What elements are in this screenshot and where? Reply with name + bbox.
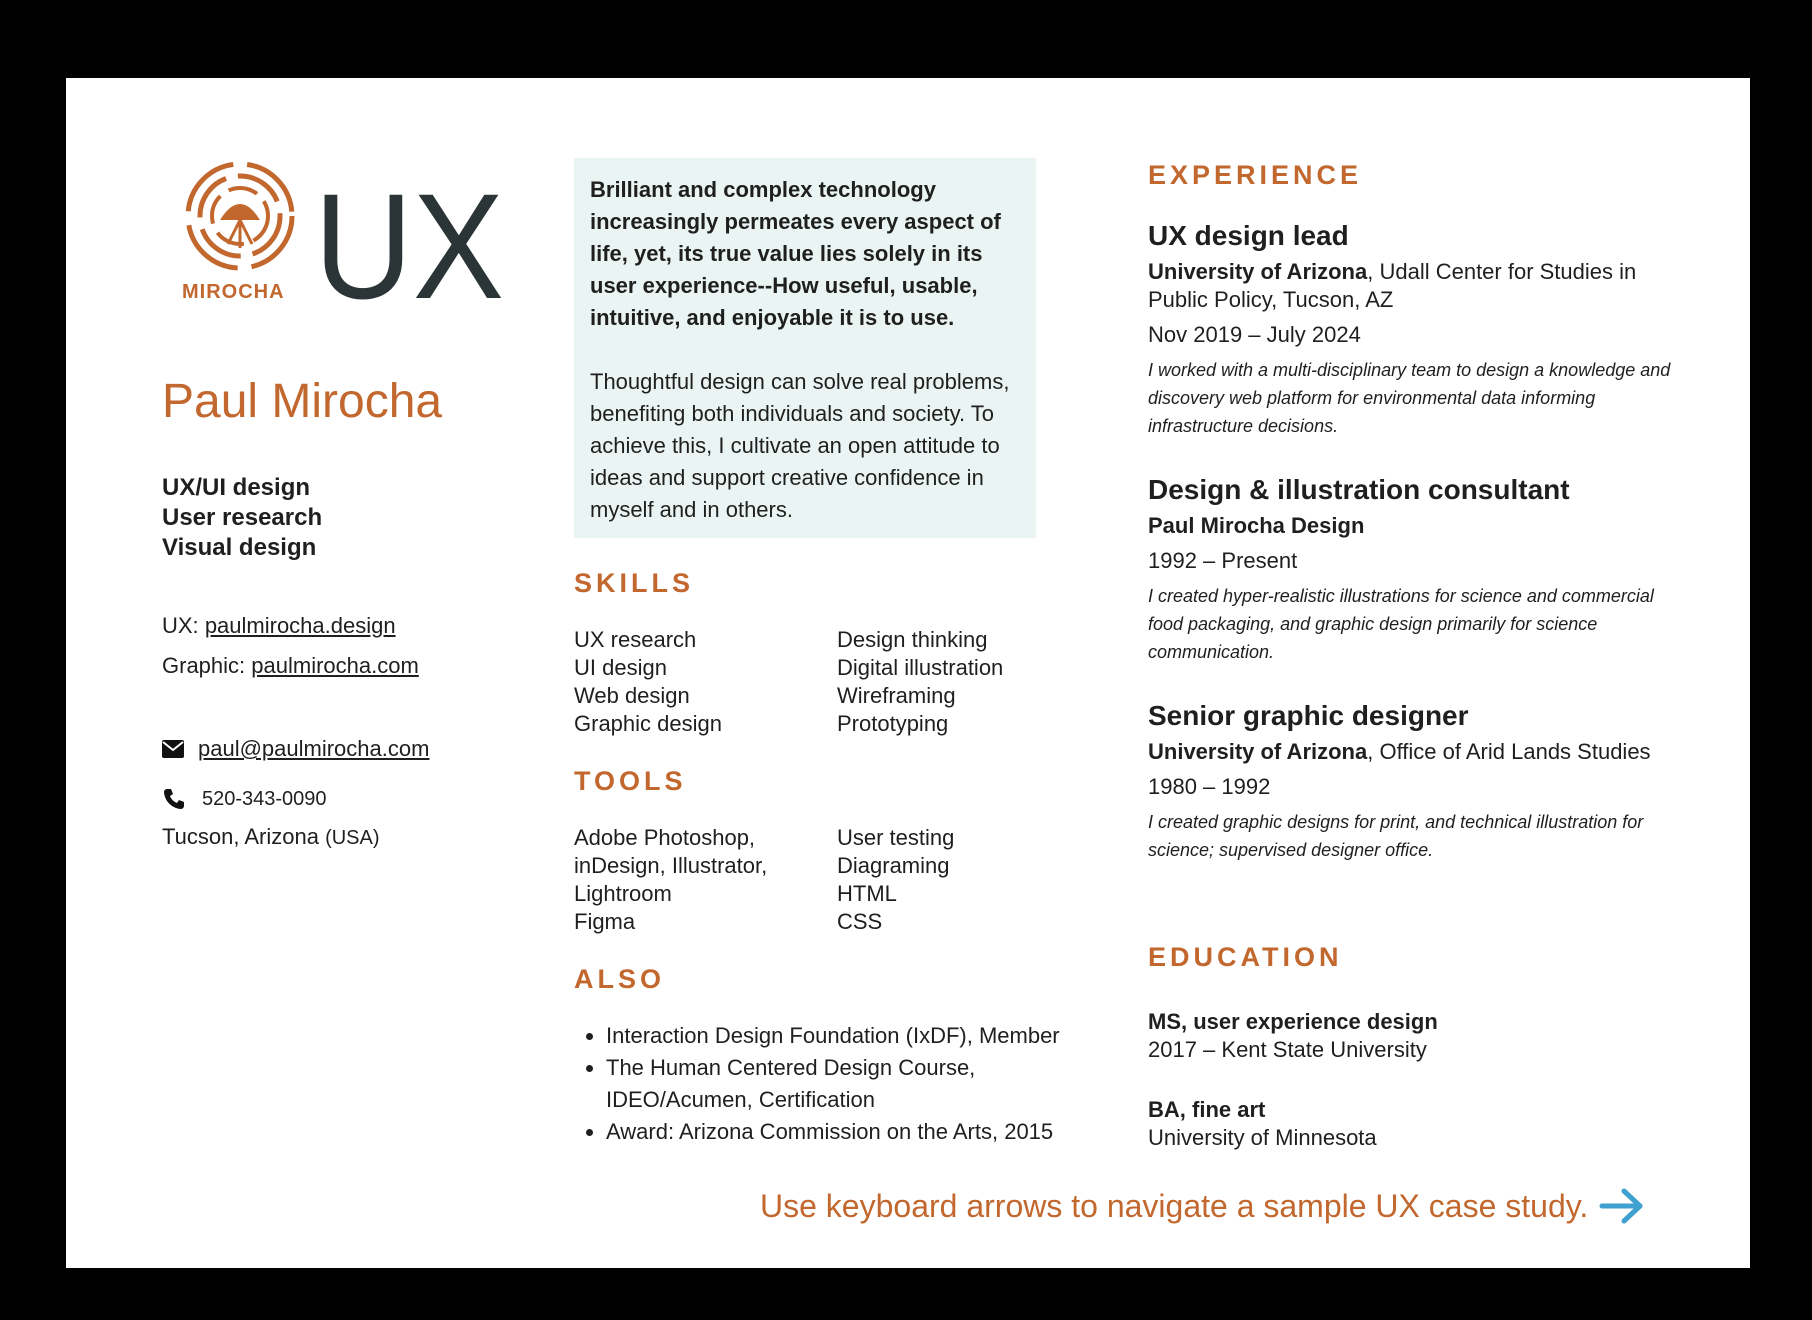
summary-body: Thoughtful design can solve real problems, benefiting both individuals and society. To achieve this, I cultivate an open attitude to ideas and support creative confidence in myself and in others. [590, 369, 1010, 522]
navigation-hint [760, 1186, 1646, 1226]
education-entry [1148, 1008, 1438, 1064]
job-organization: University of Arizona, Office of Arid Lands Studies [1148, 739, 1651, 764]
summary-statement: Brilliant and complex technology increasingly permeates every aspect of life, yet, its true value lies solely in its user experience--How useful, usable, intuitive, and enjoyable it is to use. [590, 177, 1001, 330]
job-title: Design & illustration consultant [1148, 474, 1570, 505]
logo-wordmark: MIROCHA [182, 281, 285, 303]
tool-item: Lightroom [574, 881, 672, 906]
education-degree: BA, fine art [1148, 1097, 1266, 1122]
skills-heading: SKILLS [574, 568, 695, 598]
graphic-link-label: Graphic: [162, 653, 246, 678]
also-item: • Award: Arizona Commission on the Arts, 2015 [606, 1116, 1146, 1148]
education-heading: EDUCATION [1148, 942, 1343, 972]
skills-grid [574, 626, 1097, 738]
tool-item: Adobe Photoshop, [574, 825, 756, 850]
email-row [162, 724, 429, 774]
job-organization: University of Arizona, Udall Center for Studies in Public Policy, Tucson, AZ [1148, 259, 1637, 312]
skill-item: UI design [574, 655, 667, 680]
skill-item: Prototyping [837, 711, 949, 736]
tool-item: CSS [837, 909, 883, 934]
ux-link-row [162, 606, 419, 646]
job-entry [1148, 700, 1688, 864]
education-detail: 2017 – Kent State University [1148, 1037, 1427, 1062]
also-item: • Interaction Design Foundation (IxDF), Member [606, 1020, 1146, 1052]
location [162, 824, 380, 850]
also-list [574, 1020, 1146, 1148]
ux-portfolio-link[interactable]: paulmirocha.design [204, 613, 396, 638]
specialty-item: UX/UI design [162, 474, 311, 501]
skill-item: Design thinking [837, 627, 988, 652]
resume-page [66, 78, 1750, 1268]
location-country: (USA) [325, 827, 380, 849]
navigation-hint-text: Use keyboard arrows to navigate a sample UX case study. [760, 1187, 1589, 1224]
skill-item: Wireframing [837, 683, 956, 708]
skill-item: Web design [574, 683, 690, 708]
specialties-list [162, 473, 322, 563]
tool-item: Figma [574, 909, 636, 934]
summary-box [574, 158, 1036, 538]
education-entry [1148, 1096, 1377, 1152]
spiral-logo-icon [188, 164, 292, 268]
contact-info [162, 724, 429, 824]
location-city: Tucson, Arizona [162, 824, 319, 849]
tools-heading: TOOLS [574, 766, 687, 796]
experience-heading: EXPERIENCE [1148, 160, 1363, 190]
also-item: • The Human Centered Design Course, IDEO/Acumen, Certification [606, 1052, 1006, 1116]
job-description: I created hyper-realistic illustrations for science and commercial food packaging, and graphic design primarily for science communication. [1148, 586, 1654, 662]
logo-ux-mark: UX [314, 162, 504, 308]
job-description: I worked with a multi-disciplinary team to design a knowledge and discovery web platform for environmental data informing infrastructure decisions. [1148, 360, 1671, 436]
tool-item: Diagraming [837, 853, 950, 878]
job-dates: 1992 – Present [1148, 548, 1298, 573]
tools-grid [574, 824, 1097, 936]
phone-icon [162, 787, 186, 811]
tool-item: inDesign, Illustrator, [574, 853, 768, 878]
ux-link-label: UX: [162, 613, 199, 638]
graphic-link-row [162, 646, 419, 686]
profile-name: Paul Mirocha [162, 375, 443, 428]
skill-item: UX research [574, 627, 697, 652]
education-degree: MS, user experience design [1148, 1009, 1438, 1034]
skill-item: Digital illustration [837, 655, 1004, 680]
tool-item: HTML [837, 881, 897, 906]
graphic-portfolio-link[interactable]: paulmirocha.com [251, 653, 419, 678]
job-entry [1148, 474, 1688, 666]
right-arrow-icon[interactable] [1598, 1186, 1646, 1226]
brand-logo [180, 158, 510, 308]
phone-number: 520-343-0090 [202, 787, 327, 810]
portfolio-links [162, 606, 419, 686]
education-detail: University of Minnesota [1148, 1125, 1377, 1150]
job-entry [1148, 220, 1688, 440]
skill-item: Graphic design [574, 711, 722, 736]
job-dates: Nov 2019 – July 2024 [1148, 322, 1361, 347]
job-title: UX design lead [1148, 220, 1349, 251]
job-title: Senior graphic designer [1148, 700, 1469, 731]
job-description: I created graphic designs for print, and technical illustration for science; supervised designer office. [1148, 812, 1644, 860]
specialty-item: User research [162, 504, 323, 531]
email-link[interactable]: paul@paulmirocha.com [198, 736, 430, 761]
specialty-item: Visual design [162, 534, 317, 561]
also-heading: ALSO [574, 964, 666, 994]
job-organization: Paul Mirocha Design [1148, 513, 1365, 538]
phone-row [162, 774, 429, 824]
tool-item: User testing [837, 825, 955, 850]
envelope-icon [162, 740, 184, 758]
job-dates: 1980 – 1992 [1148, 774, 1271, 799]
